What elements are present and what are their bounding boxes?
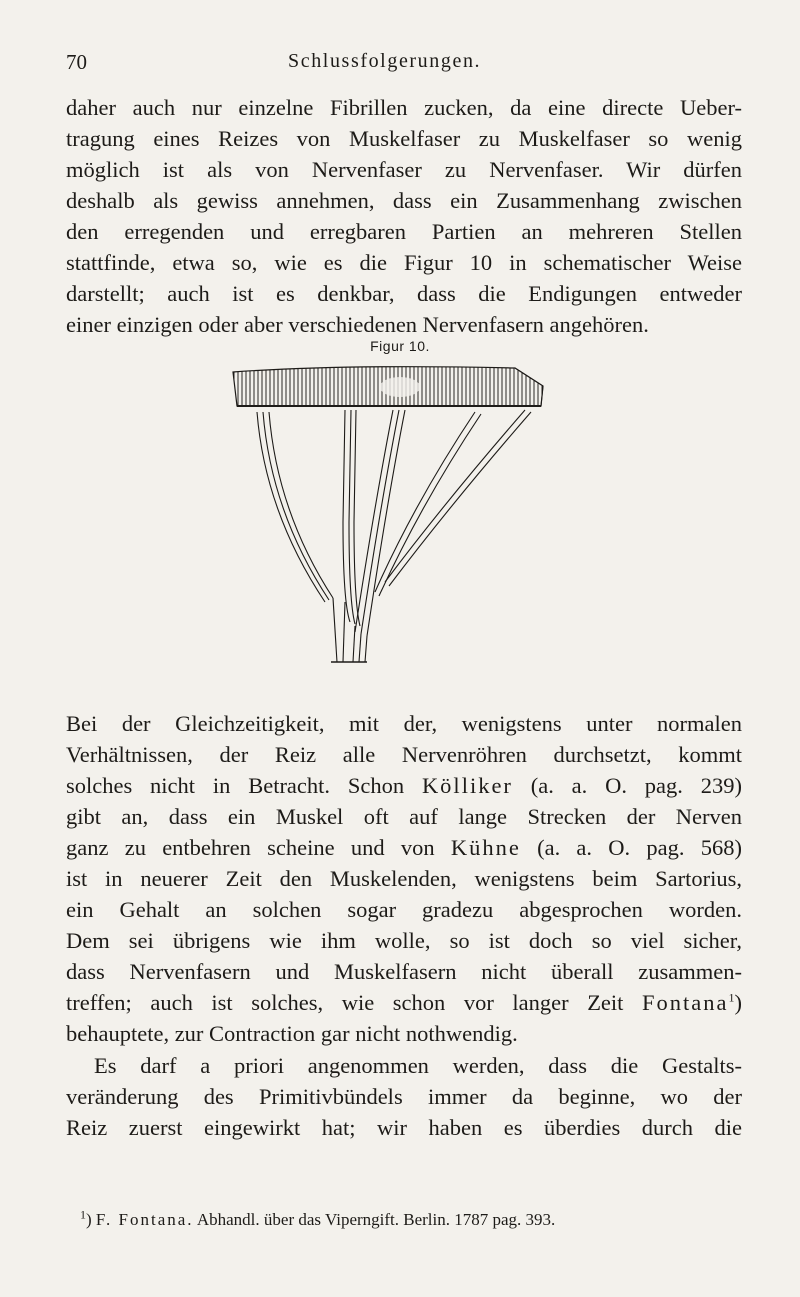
text-line: behauptete, zur Contraction gar nicht nothwendig. bbox=[66, 1021, 518, 1046]
text-line: ist in neuerer Zeit den Muskelenden, wenigstens beim Sartorius, bbox=[66, 866, 742, 891]
footnote: $^1$) F. Fontana. Abhandl. über das Viperngift. Berlin. 1787 pag. 393. bbox=[80, 1207, 556, 1229]
text-line: daher auch nur einzelne Fibrillen zucken, da eine directe Ueber- bbox=[66, 95, 742, 120]
text-line: tragung eines Reizes von Muskelfaser zu Muskelfaser so wenig bbox=[66, 126, 742, 151]
text-line: ein Gehalt an solchen sogar gradezu abgesprochen worden. bbox=[66, 897, 742, 922]
text-line: treffen; auch ist solches, wie schon vor langer Zeit Fontana$^1$) bbox=[66, 990, 742, 1015]
figure-caption: Figur 10. bbox=[370, 338, 430, 354]
text-line: Bei der Gleichzeitigkeit, mit der, wenigstens unter normalen bbox=[66, 711, 742, 736]
text-line: möglich ist als von Nervenfaser zu Nervenfaser. Wir dürfen bbox=[66, 157, 742, 182]
text-line: dass Nervenfasern und Muskelfasern nicht überall zusammen- bbox=[66, 959, 742, 984]
footnote-author: F. Fontana. bbox=[95, 1210, 194, 1229]
text-line: Verhältnissen, der Reiz alle Nervenröhren durchsetzt, kommt bbox=[66, 742, 742, 767]
text-line: Es darf a priori angenommen werden, dass die Gestalts- bbox=[94, 1053, 742, 1078]
text-line: Reiz zuerst eingewirkt hat; wir haben es überdies durch die bbox=[66, 1115, 742, 1140]
author-name: Fontana bbox=[642, 990, 729, 1015]
muscle-fibre-band bbox=[233, 367, 543, 406]
text-line: veränderung des Primitivbündels immer da beginne, wo der bbox=[66, 1084, 742, 1109]
text-line: stattfinde, etwa so, wie es die Figur 10 in schematischer Weise bbox=[66, 250, 742, 275]
text-line: einer einzigen oder aber verschiedenen Nervenfasern angehören. bbox=[66, 312, 649, 337]
nerve-fibres bbox=[257, 410, 531, 662]
text-line: ganz zu entbehren scheine und von Kühne (a. a. O. pag. 568) bbox=[66, 835, 742, 860]
paragraph-3 bbox=[66, 1050, 742, 1143]
page-number: 70 bbox=[66, 50, 87, 74]
text-line: gibt an, dass ein Muskel oft auf lange Strecken der Nerven bbox=[66, 804, 742, 829]
footnote-mark: 1 bbox=[80, 1207, 86, 1222]
text-line: den erregenden und erregbaren Partien an mehreren Stellen bbox=[66, 219, 742, 244]
author-name: Kölliker bbox=[421, 773, 513, 798]
paragraph-2 bbox=[66, 708, 742, 1049]
text-line: darstellt; auch ist es denkbar, dass die Endigungen entweder bbox=[66, 281, 742, 306]
page-header bbox=[66, 50, 742, 84]
footnote-ref: 1 bbox=[728, 990, 735, 1005]
paragraph-1 bbox=[66, 92, 742, 340]
running-title: Schlussfolgerungen. bbox=[288, 50, 482, 72]
text-line: deshalb als gewiss annehmen, dass ein Zusammenhang zwischen bbox=[66, 188, 742, 213]
text-line: Dem sei übrigens wie ihm wolle, so ist doch so viel sicher, bbox=[66, 928, 742, 953]
footnote-text: Abhandl. über das Viperngift. Berlin. 1787 pag. 393. bbox=[193, 1210, 556, 1229]
author-name: Kühne bbox=[450, 835, 521, 860]
schematic-figure bbox=[225, 362, 565, 672]
text-line: solches nicht in Betracht. Schon Kölliker (a. a. O. pag. 239) bbox=[66, 773, 742, 798]
